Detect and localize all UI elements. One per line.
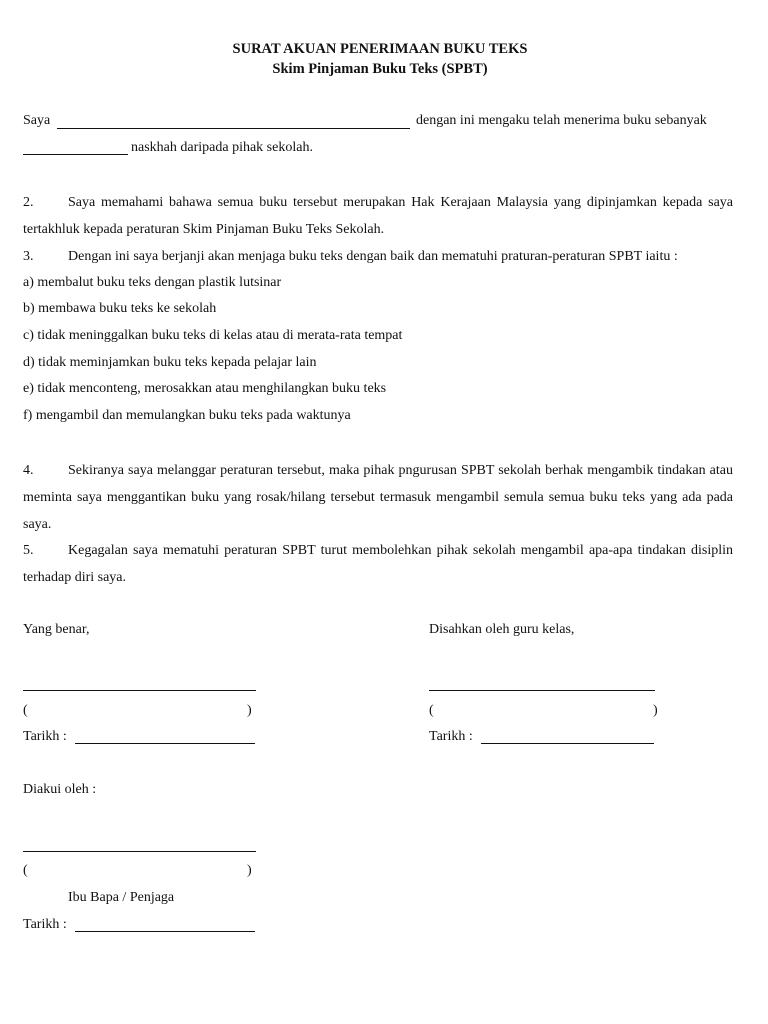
signature-right-paren-open: (: [429, 703, 434, 718]
acknowledged-label: Diakui oleh :: [23, 782, 97, 797]
paragraph-5: [23, 537, 733, 591]
tarikh-parent-label: Tarikh :: [23, 917, 67, 932]
rule-item: c) tidak meninggalkan buku teks di kelas atau di merata-rata tempat: [23, 328, 403, 343]
paragraph-4-number: 4.: [23, 463, 34, 478]
paragraph-4-text: Sekiranya saya melanggar peraturan tersebut, maka pihak pngurusan SPBT sekolah berhak mengambik tindakan atau meminta saya menggantikan buku yang rosak/hilang tersebut termasuk mengambil semula semua buku teks yang ada pada saya.: [23, 463, 733, 532]
paragraph-4: [23, 457, 733, 538]
rule-item: a) membalut buku teks dengan plastik lutsinar: [23, 275, 282, 290]
paragraph-5-number: 5.: [23, 543, 34, 558]
signature-left-paren-close: ): [247, 703, 252, 718]
intro-after-name: dengan ini mengaku telah menerima buku sebanyak: [416, 113, 707, 128]
signature-right-line[interactable]: [429, 690, 655, 691]
rule-item: b) membawa buku teks ke sekolah: [23, 301, 217, 316]
tarikh-left-line[interactable]: [75, 743, 255, 744]
document-title: SURAT AKUAN PENERIMAAN BUKU TEKS: [232, 41, 528, 57]
paragraph-2: [23, 189, 733, 243]
paragraph-3-text: Dengan ini saya berjanji akan menjaga buku teks dengan baik dan mematuhi praturan-peraturan SPBT iaitu :: [68, 249, 678, 264]
intro-saya: Saya: [23, 113, 51, 128]
rule-item: d) tidak meminjamkan buku teks kepada pelajar lain: [23, 355, 317, 370]
document-subtitle: Skim Pinjaman Buku Teks (SPBT): [272, 61, 488, 77]
tarikh-parent-line[interactable]: [75, 931, 255, 932]
rule-item: e) tidak menconteng, merosakkan atau menghilangkan buku teks: [23, 381, 387, 396]
signature-right-paren-close: ): [653, 703, 658, 718]
parent-signature-line[interactable]: [23, 851, 256, 852]
signature-right-label: Disahkan oleh guru kelas,: [429, 622, 575, 637]
paragraph-2-number: 2.: [23, 195, 34, 210]
tarikh-left-label: Tarikh :: [23, 729, 67, 744]
parent-label: Ibu Bapa / Penjaga: [68, 890, 175, 905]
parent-paren-close: ): [247, 863, 252, 878]
tarikh-right-label: Tarikh :: [429, 729, 473, 744]
paragraph-2-text: Saya memahami bahawa semua buku tersebut merupakan Hak Kerajaan Malaysia yang dipinjamkan kepada saya tertakhluk kepada peraturan Skim Pinjaman Buku Teks Sekolah.: [23, 195, 733, 237]
paragraph-3-number: 3.: [23, 249, 34, 264]
name-blank-line[interactable]: [57, 128, 410, 129]
signature-left-line[interactable]: [23, 690, 256, 691]
tarikh-right-line[interactable]: [481, 743, 654, 744]
intro-after-count: naskhah daripada pihak sekolah.: [131, 140, 313, 155]
signature-left-label: Yang benar,: [23, 622, 90, 637]
parent-paren-open: (: [23, 863, 28, 878]
signature-left-paren-open: (: [23, 703, 28, 718]
paragraph-3: [23, 243, 733, 270]
count-blank-line[interactable]: [23, 154, 128, 155]
paragraph-5-text: Kegagalan saya mematuhi peraturan SPBT turut membolehkan pihak sekolah mengambil apa-apa tindakan disiplin terhadap diri saya.: [23, 543, 733, 585]
rule-item: f) mengambil dan memulangkan buku teks pada waktunya: [23, 408, 351, 423]
